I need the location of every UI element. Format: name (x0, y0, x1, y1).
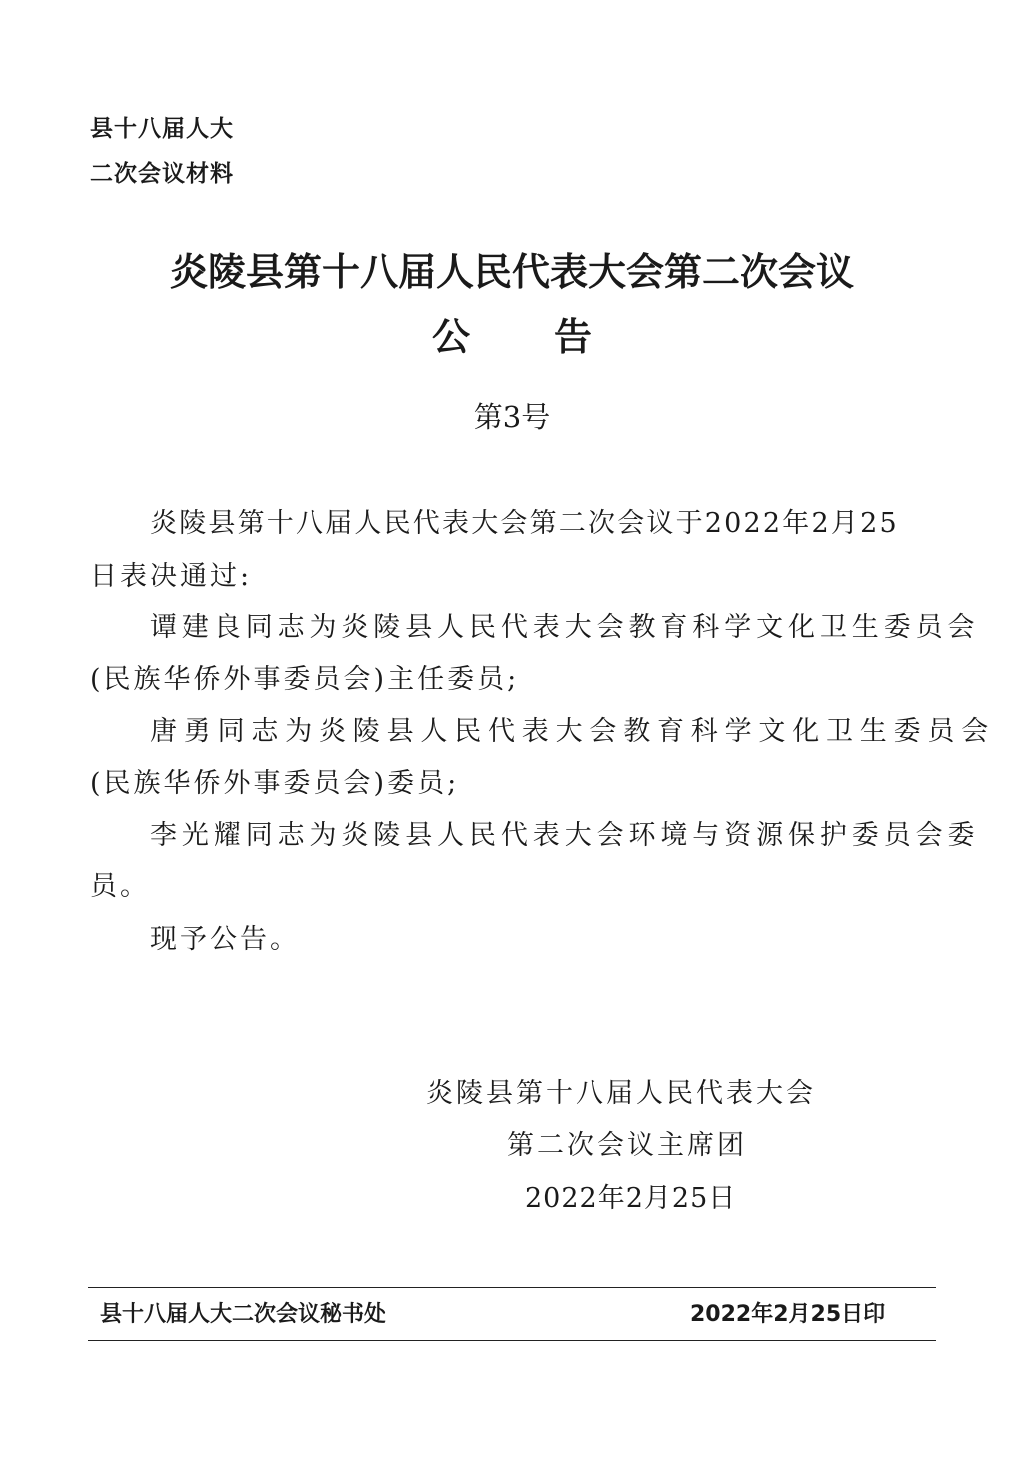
subtitle-char-1: 公 (431, 314, 470, 359)
paragraph-1-line-2: 日表决通过: (90, 561, 253, 592)
header-label-line1: 县十八届人大 (90, 116, 234, 142)
document-title: 炎陵县第十八届人民代表大会第二次会议 (169, 249, 854, 294)
paragraph-4-line-1: 李光耀同志为炎陵县人民代表大会环境与资源保护委员会委 (150, 820, 980, 851)
footer-rule-top (88, 1287, 936, 1288)
paragraph-2-line-2: (民族华侨外事委员会)主任委员; (90, 664, 520, 695)
document-subtitle (0, 314, 1024, 359)
paragraph-4-line-2: 员。 (90, 871, 150, 902)
signature-date: 2022年2月25日 (525, 1183, 737, 1214)
footer-issuer: 县十八届人大二次会议秘书处 (100, 1302, 387, 1327)
header-label-line2: 二次会议材料 (90, 161, 234, 187)
paragraph-2-line-1: 谭建良同志为炎陵县人民代表大会教育科学文化卫生委员会 (150, 612, 980, 643)
subtitle-char-2: 告 (554, 314, 593, 359)
footer-rule-bottom (88, 1340, 936, 1341)
paragraph-1-line-1: 炎陵县第十八届人民代表大会第二次会议于2022年2月25 (150, 508, 899, 539)
announcement-number: 第3号 (473, 400, 551, 434)
signature-org-line2: 第二次会议主席团 (507, 1130, 747, 1161)
paragraph-5: 现予公告。 (150, 924, 300, 955)
paragraph-3-line-2: (民族华侨外事委员会)委员; (90, 768, 460, 799)
footer-print-date: 2022年2月25日印 (690, 1302, 886, 1327)
signature-org-line1: 炎陵县第十八届人民代表大会 (426, 1078, 816, 1109)
paragraph-3-line-1: 唐勇同志为炎陵县人民代表大会教育科学文化卫生委员会 (150, 716, 995, 747)
